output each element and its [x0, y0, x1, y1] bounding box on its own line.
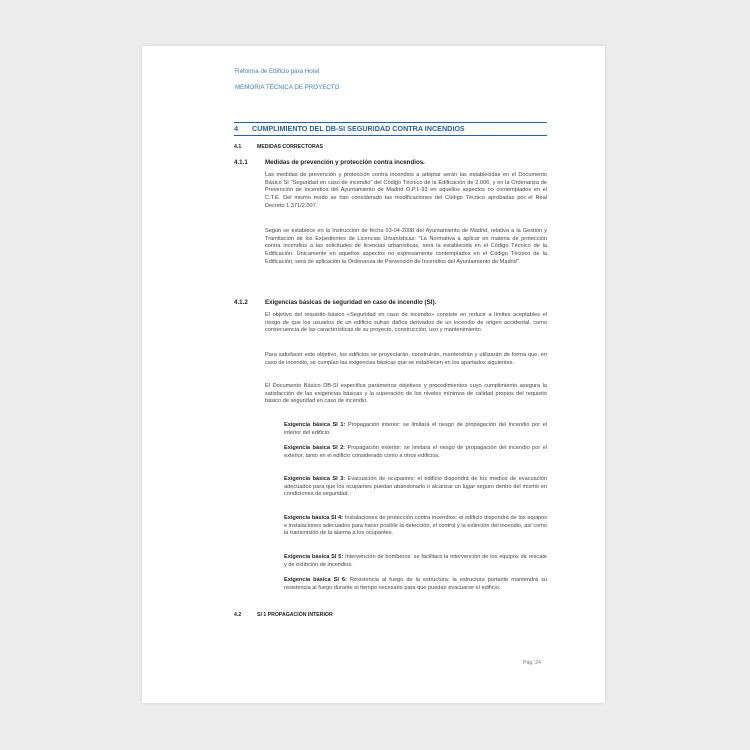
paragraph-instruccion: Según se establece en la Instrucción de fecha 03-04-2008 del Ayuntamiento de Madrid, relativa a la Gestión y Tramitación de los Expedientes de Licencias Urbanísticas: "La Normativa a aplicar en materia de protección contra incendios a las solicitudes de licencias urbanísticas, será la establecida en el Código Técnico de la Edificación. Únicamente en aquellos aspectos no expresamente contemplados en el Código Técnico de la Edificación, será de aplicación la Ordenanza de Prevención de Incendios del Ayuntamiento de Madrid". — [265, 228, 547, 265]
chapter-number: 4 — [234, 124, 238, 133]
exigencia-label: Exigencia básica SI 6: — [284, 577, 347, 583]
exigencia-si-1 — [284, 422, 547, 437]
exigencia-si-3 — [284, 476, 547, 499]
chapter-title: CUMPLIMIENTO DEL DB-SI SEGURIDAD CONTRA INCENDIOS — [252, 124, 465, 133]
exigencia-label: Exigencia básica SI 3: — [284, 476, 346, 482]
section-number: 4.2 — [234, 612, 242, 618]
subsection-title: Exigencias básicas de seguridad en caso de incendio (SI). — [265, 299, 437, 306]
exigencia-text: Propagación interior: se limitará el riesgo de propagación del incendio por el interior del edificio. — [284, 422, 548, 436]
exigencia-si-4 — [284, 515, 547, 538]
exigencia-text: Resistencia al fuego de la estructura: la estructura portante mantendrá su resistencia al fuego durante el tiempo necesario para que puedan evacuarse el edificio. — [284, 577, 547, 591]
subsection-number: 4.1.2 — [234, 299, 248, 306]
paragraph-normativa: Las medidas de prevención y protección contra incendios a adoptar serán las establecidas en el Documento Básico SI "Seguridad en caso de incendio" del Código Técnico de la Edificación de 2.006, y en la Ordenanza de Prevención de Incendios del Ayuntamiento de Madrid O.P.I.-93 en aquellos aspectos no contemplados en el C.T.E. Del mismo modo se han considerado las modificaciones del Código Técnico aprobadas por el Real Decreto 1.371/2.007. — [265, 172, 547, 209]
exigencia-label: Exigencia básica SI 5: — [284, 554, 344, 560]
section-number: 4.1 — [234, 144, 242, 150]
exigencia-text: Propagación exterior: se limitará el riesgo de propagación del incendio por el exterior, tanto en el edificio considerado como a otros edificios. — [284, 445, 547, 459]
subsection-title: Medidas de prevención y protección contra incendios. — [265, 159, 425, 166]
exigencia-text: Intervención de bomberos: se facilitará la intervención de los equipos de rescate y de extinción de incendios. — [284, 554, 547, 568]
exigencia-text: Instalaciones de protección contra incendios: el edificio dispondrá de los equipos e instalaciones adecuados para hacer posible la detección, el control y la extinción del incendio, así como la transmisión de la alarma a los ocupantes. — [284, 515, 547, 537]
exigencia-si-2 — [284, 445, 547, 460]
paragraph-db-si: El Documento Básico DB-SI especifica parámetros objetivos y procedimientos cuyo cumplimiento asegura la satisfacción de las exigencias básicas y la superación de los niveles mínimos de calidad propios del requisito básico de seguridad en caso de incendio. — [265, 383, 547, 405]
section-title: MEDIDAS CORRECTORAS — [257, 144, 323, 150]
chapter-heading — [234, 122, 547, 136]
document-page — [142, 46, 605, 703]
exigencia-si-5 — [284, 554, 547, 569]
paragraph-satisfacer: Para satisfacer este objetivo, los edificios se proyectarán, construirán, mantendrán y utilizarán de forma que, en caso de incendio, se cumplan las exigencias básicas que se establecen en los apartados siguientes. — [265, 352, 547, 366]
header-document-type: MEMORIA TÉCNICA DE PROYECTO — [235, 84, 340, 91]
section-heading-4-2 — [234, 612, 333, 618]
exigencia-label: Exigencia básica SI 4: — [284, 515, 344, 521]
page-number: Pág. 24 — [523, 660, 541, 666]
subsection-heading-4-1-2 — [234, 299, 436, 306]
exigencia-label: Exigencia básica SI 1: — [284, 422, 346, 428]
exigencia-si-6 — [284, 577, 547, 592]
exigencia-label: Exigencia básica SI 2: — [284, 445, 346, 451]
subsection-heading-4-1-1 — [234, 159, 425, 166]
paragraph-objetivo: El objetivo del requisito básico «Seguridad en caso de incendio» consiste en reducir a límites aceptables el riesgo de que los usuarios de un edificio sufran daños derivados de un incendio de origen accidental, como consecuencia de las características de su proyecto, construcción, uso y mantenimiento. — [265, 312, 547, 334]
section-title: SI 1 PROPAGACIÓN INTERIOR — [257, 612, 333, 618]
header-project-title: Reforma de Edificio para Hotel — [235, 68, 320, 75]
section-heading-4-1 — [234, 144, 323, 150]
subsection-number: 4.1.1 — [234, 159, 248, 166]
exigencia-text: Evacuación de ocupantes: el edificio dispondrá de los medios de evacuación adecuados para que los ocupantes puedan abandonarlo o alcanzar un lugar seguro dentro del mismo en condiciones de seguridad. — [284, 476, 548, 498]
